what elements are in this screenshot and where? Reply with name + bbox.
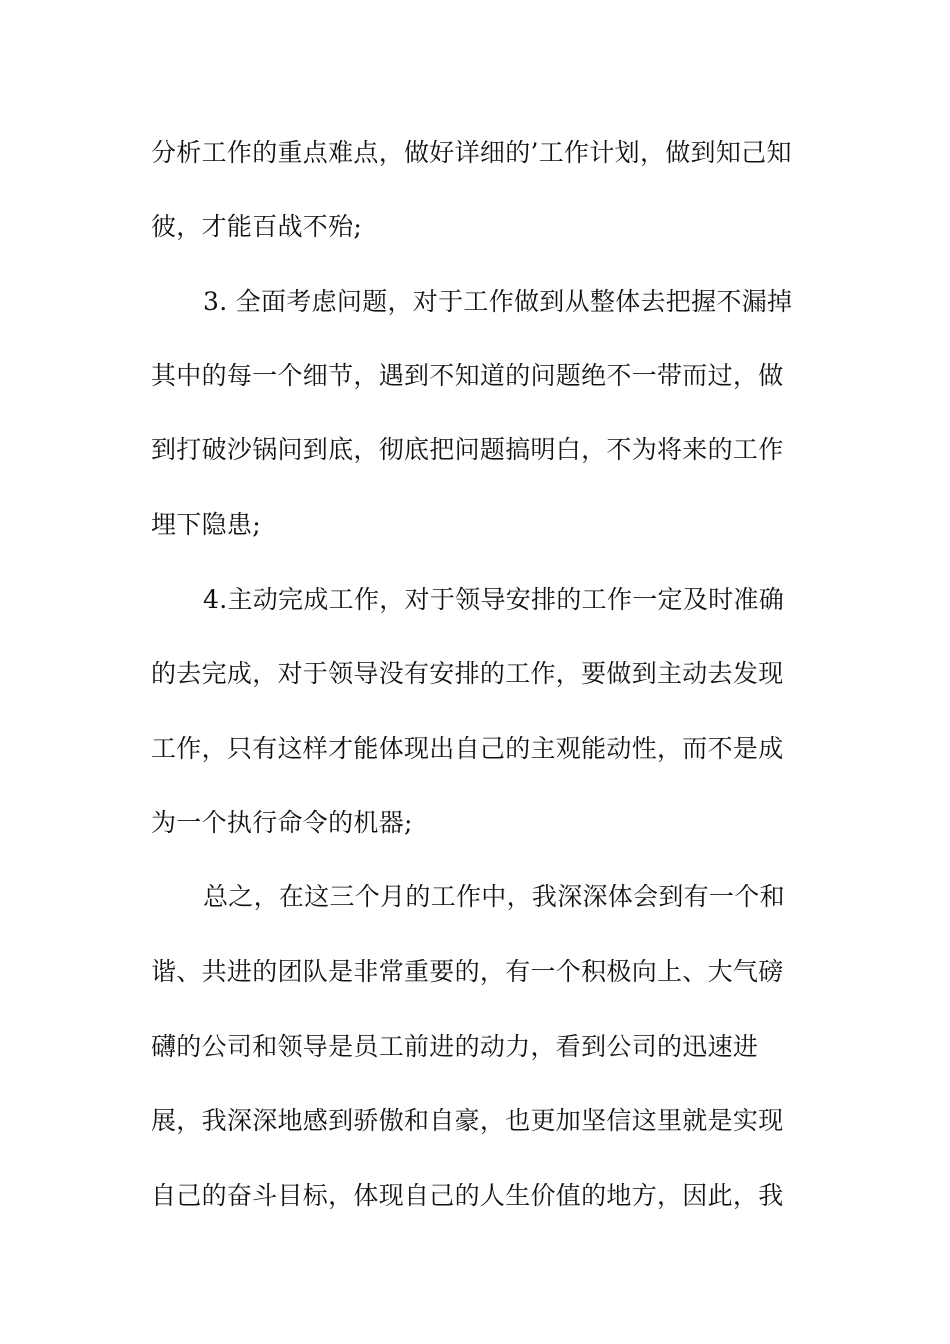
text-line: 其中的每一个细节，遇到不知道的问题绝不一带而过，做 bbox=[151, 361, 784, 390]
text-line: 展，我深深地感到骄傲和自豪，也更加坚信这里就是实现 bbox=[151, 1106, 784, 1135]
text-line: 的去完成，对于领导没有安排的工作，要做到主动去发现 bbox=[151, 659, 784, 688]
text-line: 分析工作的重点难点，做好详细的’工作计划，做到知己知 bbox=[151, 138, 792, 167]
text-line: 到打破沙锅问到底，彻底把问题搞明白，不为将来的工作 bbox=[151, 435, 784, 464]
text-line: 埋下隐患; bbox=[151, 510, 261, 539]
text-line: 总之，在这三个月的工作中，我深深体会到有一个和 bbox=[203, 882, 785, 911]
text-line: 3. 全面考虑问题，对于工作做到从整体去把握不漏掉 bbox=[203, 287, 793, 316]
text-line: 谐、共进的团队是非常重要的，有一个积极向上、大气磅 bbox=[151, 957, 784, 986]
text-line: 为一个执行命令的机器; bbox=[151, 808, 413, 837]
text-line: 礴的公司和领导是员工前进的动力，看到公司的迅速进 bbox=[151, 1032, 759, 1061]
text-line: 彼，才能百战不殆; bbox=[151, 212, 363, 241]
text-line: 工作，只有这样才能体现出自己的主观能动性，而不是成 bbox=[151, 734, 784, 763]
text-line: 自己的奋斗目标，体现自己的人生价值的地方，因此，我 bbox=[151, 1181, 784, 1210]
text-line: 4.主动完成工作，对于领导安排的工作一定及时准确 bbox=[203, 585, 785, 614]
